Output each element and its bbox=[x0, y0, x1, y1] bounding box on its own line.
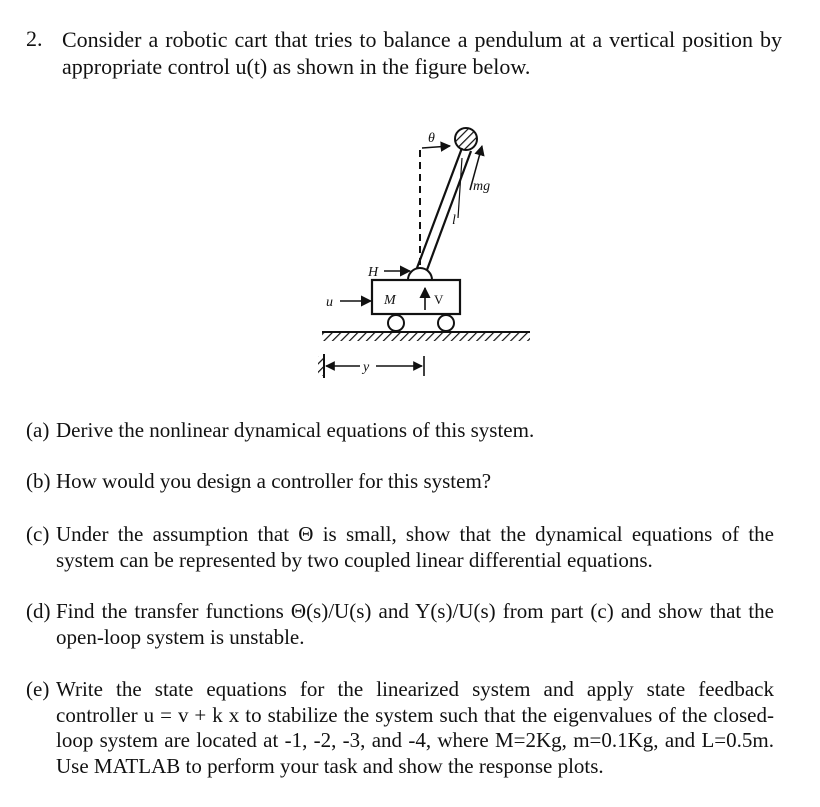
question-stem: Consider a robotic cart that tries to balance a pendulum at a vertical position by appropriate control u(t) as shown in the figure below. bbox=[62, 27, 782, 79]
pendulum-rod-edge bbox=[424, 151, 471, 278]
wheel-right bbox=[438, 315, 454, 331]
part-c-text: Under the assumption that Θ is small, show that the dynamical equations of the system can be represented by two coupled linear differential equations. bbox=[56, 522, 774, 572]
label-mg: mg bbox=[473, 179, 491, 194]
part-b-text: How would you design a controller for this system? bbox=[56, 469, 492, 493]
question-number: 2. bbox=[26, 26, 43, 51]
part-a-text: Derive the nonlinear dynamical equations of this system. bbox=[56, 418, 535, 442]
part-c-label: (c) bbox=[26, 522, 50, 546]
theta-arrow bbox=[422, 146, 450, 148]
label-v: V bbox=[434, 292, 444, 307]
pendulum-rod bbox=[414, 148, 462, 276]
label-y: y bbox=[363, 360, 370, 375]
label-l: l bbox=[452, 213, 456, 228]
ground-hatch bbox=[322, 333, 530, 341]
l-arrow bbox=[458, 158, 462, 218]
part-e-label: (e) bbox=[26, 677, 50, 701]
pendulum-bob bbox=[455, 128, 477, 150]
part-e-text: Write the state equations for the linearized system and apply state feedback controller u = v + k x to stabilize the system such that the eigenvalues of the closed-loop system are located at -1, -2, -3, and -4, where M=2Kg, m=0.1Kg, and L=0.5m. Use MATLAB to perform your task and show the response plots. bbox=[56, 677, 774, 778]
cart-pendulum-diagram bbox=[300, 118, 550, 393]
label-m: M bbox=[384, 293, 396, 308]
pivot bbox=[408, 268, 432, 280]
label-h: H bbox=[368, 265, 379, 280]
part-b-label: (b) bbox=[26, 469, 51, 493]
part-a-label: (a) bbox=[26, 418, 50, 442]
part-d-text: Find the transfer functions Θ(s)/U(s) and Y(s)/U(s) from part (c) and show that the open-loop system is unstable. bbox=[56, 599, 774, 649]
cart-pendulum-figure bbox=[300, 118, 550, 393]
wheel-left bbox=[388, 315, 404, 331]
label-u: u bbox=[326, 295, 333, 310]
part-d-label: (d) bbox=[26, 599, 51, 623]
label-theta: θ bbox=[428, 131, 435, 146]
